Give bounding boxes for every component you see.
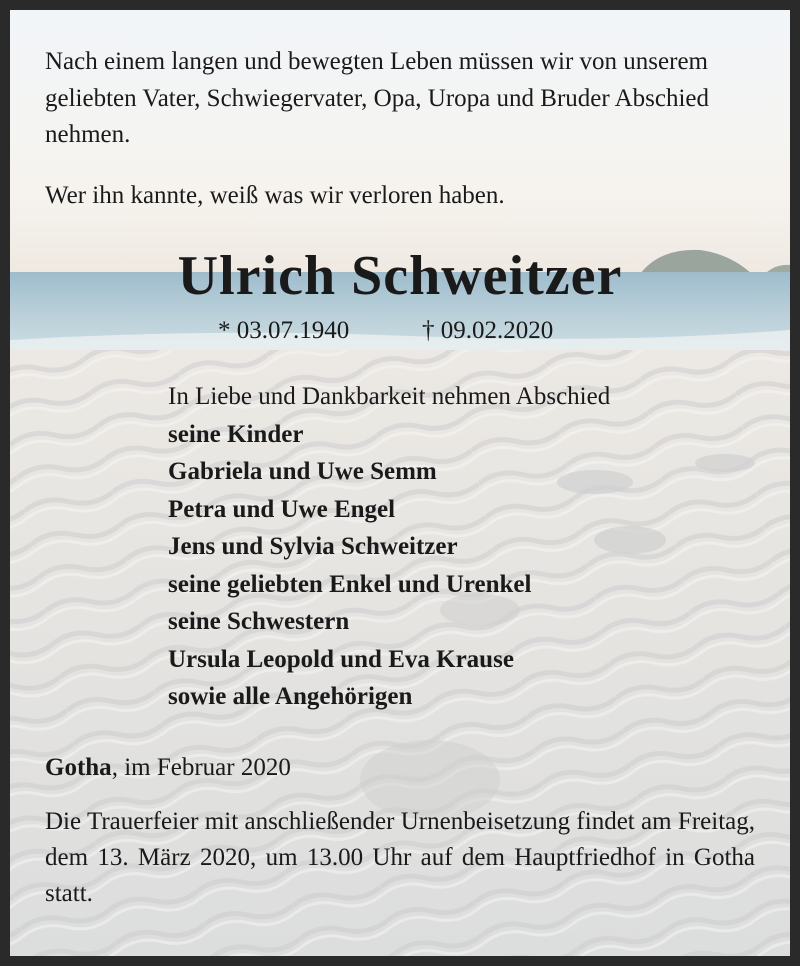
mourner-line: Petra und Uwe Engel: [168, 495, 396, 523]
birth-date: * 03.07.1940: [218, 317, 350, 344]
mourner-line: Jens und Sylvia Schweitzer: [168, 533, 458, 560]
mourner-line: sowie alle Angehörigen: [168, 683, 413, 710]
mourners-list: [168, 378, 768, 716]
service-text: Die Trauerfeier mit anschließender Urnenbeisetzung findet am Freitag, dem 13. März 2020, um 13.00 Uhr auf dem Hauptfriedhof in Gotha statt.: [45, 808, 755, 907]
life-dates: [218, 313, 638, 349]
place-city: Gotha: [45, 754, 112, 781]
mourner-line: seine Kinder: [168, 420, 304, 448]
death-date: † 09.02.2020: [422, 317, 554, 344]
mourner-line: Gabriela und Uwe Semm: [168, 458, 437, 485]
place-date: , im Februar 2020: [111, 754, 291, 781]
mourners-intro: In Liebe und Dankbarkeit nehmen Abschied: [168, 383, 611, 410]
place-and-date: [45, 750, 760, 786]
deceased-name: Ulrich Schweitzer: [177, 245, 623, 307]
mourner-line: seine Schwestern: [168, 608, 350, 635]
intro-text: Nach einem langen und bewegten Leben müssen wir von unserem geliebten Vater, Schwiegervater, Opa, Uropa und Bruder Abschied nehmen.: [45, 48, 709, 148]
intro-text-2: Wer ihn kannte, weiß was wir verloren haben.: [45, 182, 505, 209]
mourner-line: Ursula Leopold und Eva Krause: [168, 645, 514, 673]
mourner-line: seine geliebten Enkel und Urenkel: [168, 570, 532, 598]
